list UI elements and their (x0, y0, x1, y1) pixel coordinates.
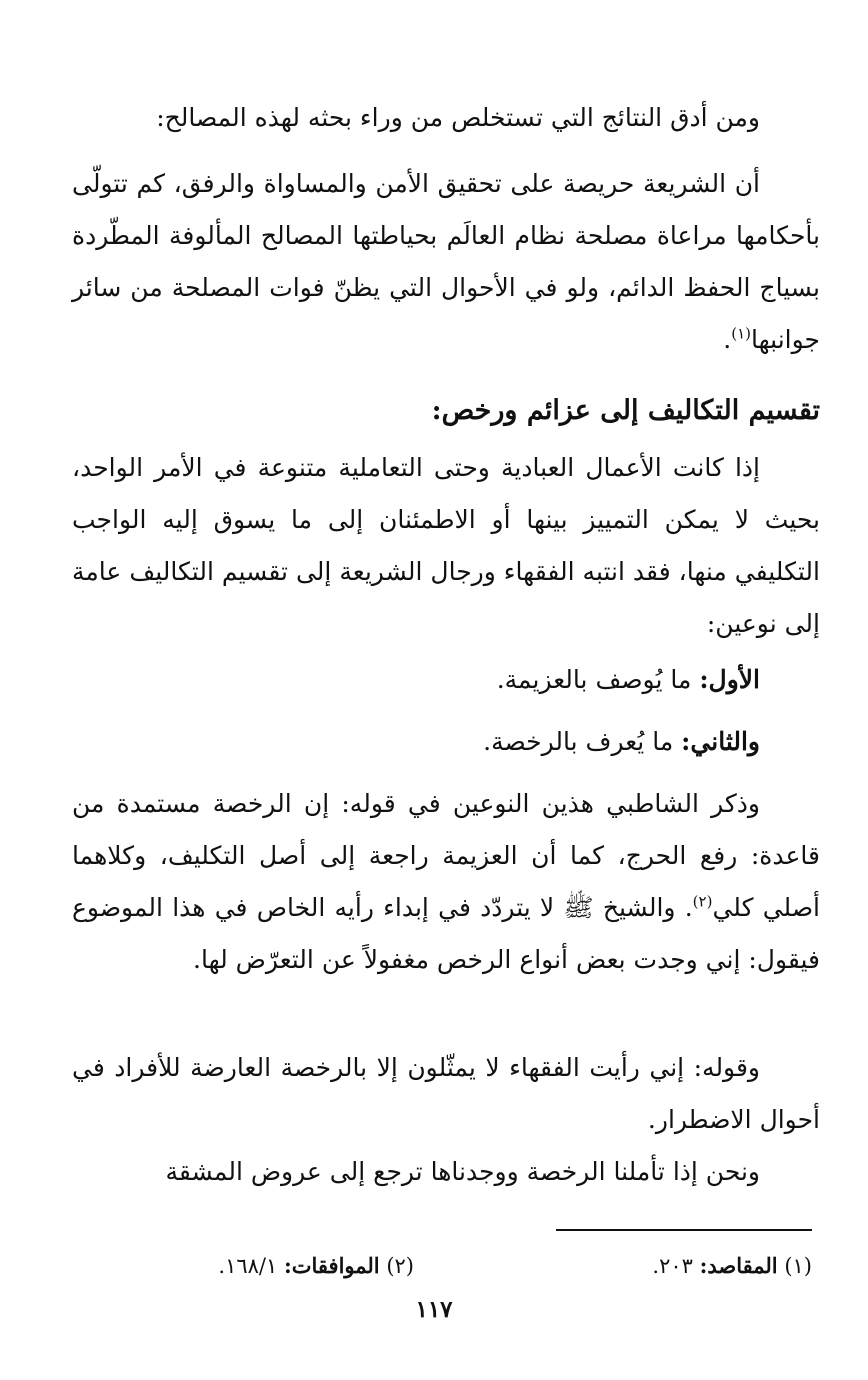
footnote-marker-1[interactable]: (١) (731, 324, 752, 343)
footnote-2-reference: ١٦٨/١. (218, 1254, 278, 1278)
page-number: ١١٧ (415, 1296, 453, 1323)
footnote-1-number: (١) (784, 1254, 812, 1278)
footnote-1-reference: ٢٠٣. (652, 1254, 693, 1278)
footnote-marker-2[interactable]: (٢) (692, 892, 713, 911)
paragraph-intro (72, 92, 820, 144)
section-heading: تقسيم التكاليف إلى عزائم ورخص: (431, 395, 820, 426)
footnote-2 (218, 1249, 414, 1283)
list-item-second-text: ما يُعرف بالرخصة. (483, 727, 682, 756)
paragraph-end-mark: . (723, 325, 732, 354)
list-item-first-label: الأول: (699, 665, 760, 694)
paragraph-jurists-text: وقوله: إني رأيت الفقهاء لا يمثّلون إلا بالرخصة العارضة للأفراد في أحوال الاضطرار. (72, 1053, 820, 1134)
paragraph-jurists (72, 1042, 820, 1146)
paragraph-shatibi-text-2: . والشيخ ﷺ لا يتردّد في إبداء رأيه الخاص في هذا الموضوع فيقول: إني وجدت بعض أنواع الرخص مغفولاً عن التعرّض لها. (72, 893, 820, 974)
footnote-2-number: (٢) (386, 1254, 414, 1278)
paragraph-sharia-security (72, 158, 820, 366)
paragraph-sharia-security-text: أن الشريعة حريصة على تحقيق الأمن والمساواة والرفق، كم تتولّى بأحكامها مراعاة مصلحة نظام العالَم بحياطتها المصالح المألوفة المطّردة بسياج الحفظ الدائم، ولو في الأحوال التي يظنّ فوات المصلحة من سائر جوانبها (72, 169, 820, 354)
footnote-divider (556, 1229, 812, 1231)
list-item-first-text: ما يُوصف بالعزيمة. (496, 665, 700, 694)
paragraph-shatibi-text-1: وذكر الشاطبي هذين النوعين في قوله: إن الرخصة مستمدة من قاعدة: رفع الحرج، كما أن العزيمة راجعة إلى أصل التكليف، وكلاهما أصلي كلي (72, 789, 820, 922)
footnote-1 (652, 1249, 812, 1283)
list-item-second-label: والثاني: (681, 727, 760, 756)
paragraph-classification (72, 442, 820, 650)
paragraph-shatibi (72, 778, 820, 986)
paragraph-classification-text: إذا كانت الأعمال العبادية وحتى التعاملية متنوعة في الأمر الواحد، بحيث لا يمكن التمييز بينها أو الاطمئنان إلى ما يسوق إليه الواجب التكليفي منها، فقد انتبه الفقهاء ورجال الشريعة إلى تقسيم التكاليف عامة إلى نوعين: (72, 453, 820, 638)
list-item-second (72, 716, 820, 768)
list-item-first (72, 654, 820, 706)
paragraph-hardship-text: ونحن إذا تأملنا الرخصة ووجدناها ترجع إلى عروض المشقة (165, 1157, 760, 1186)
paragraph-intro-text: ومن أدق النتائج التي تستخلص من وراء بحثه لهذه المصالح: (156, 103, 760, 132)
footnote-1-source: المقاصد: (699, 1253, 778, 1278)
paragraph-hardship (72, 1146, 820, 1198)
footnote-2-source: الموافقات: (283, 1253, 380, 1278)
